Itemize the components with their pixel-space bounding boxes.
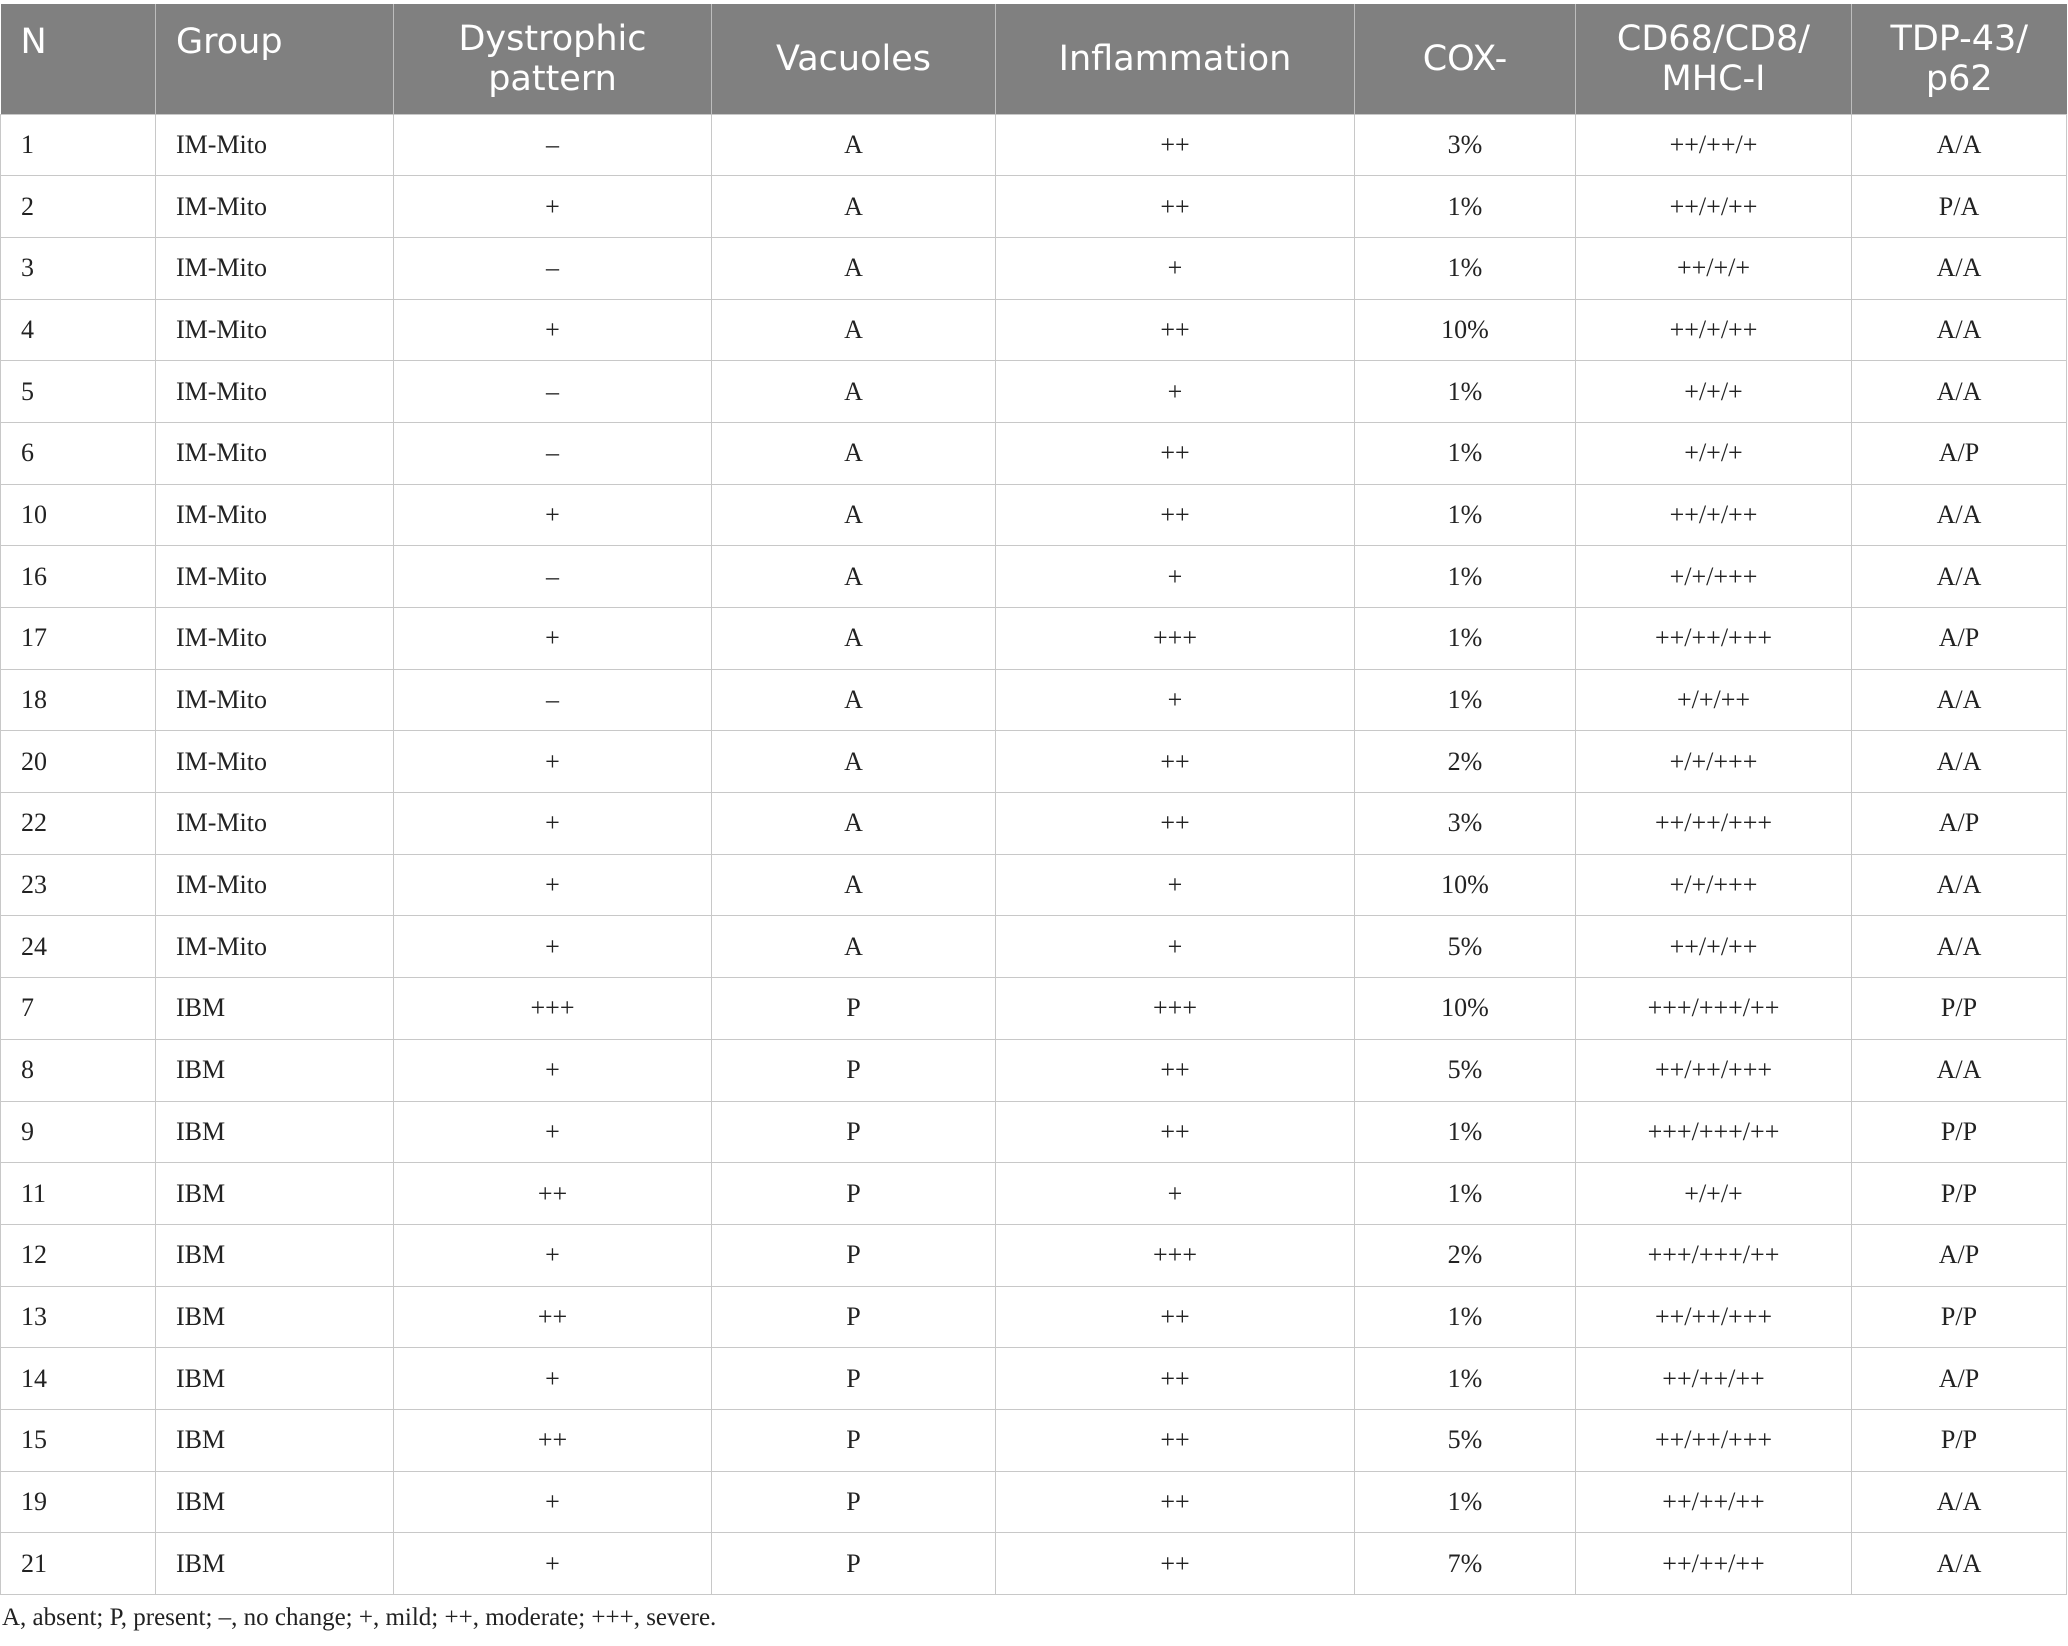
cell-inflammation: ++ xyxy=(996,793,1355,855)
cell-cox: 1% xyxy=(1355,176,1576,238)
cell-cd68-cd8-mhc: +/+/+ xyxy=(1576,422,1852,484)
table-row xyxy=(1,978,2067,1040)
cell-inflammation: ++ xyxy=(996,1039,1355,1101)
cell-cd68-cd8-mhc: ++/++/++ xyxy=(1576,1348,1852,1410)
cell-vacuoles: P xyxy=(712,1101,996,1163)
cell-cd68-cd8-mhc: ++/+/+ xyxy=(1576,237,1852,299)
cell-dystrophic: + xyxy=(394,176,712,238)
cell-group: IM-Mito xyxy=(156,114,394,176)
cell-vacuoles: A xyxy=(712,361,996,423)
cell-dystrophic: – xyxy=(394,669,712,731)
cell-inflammation: + xyxy=(996,1163,1355,1225)
cell-inflammation: +++ xyxy=(996,608,1355,670)
cell-cd68-cd8-mhc: +/+/+++ xyxy=(1576,546,1852,608)
cell-tdp43-p62: A/A xyxy=(1852,484,2067,546)
cell-dystrophic: – xyxy=(394,361,712,423)
cell-cox: 1% xyxy=(1355,608,1576,670)
cell-cox: 10% xyxy=(1355,854,1576,916)
cell-cd68-cd8-mhc: ++/++/+++ xyxy=(1576,793,1852,855)
cell-group: IBM xyxy=(156,1286,394,1348)
cell-cox: 1% xyxy=(1355,1101,1576,1163)
cell-group: IM-Mito xyxy=(156,237,394,299)
cell-tdp43-p62: A/A xyxy=(1852,361,2067,423)
cell-cd68-cd8-mhc: +/+/+ xyxy=(1576,361,1852,423)
cell-inflammation: + xyxy=(996,361,1355,423)
cell-tdp43-p62: A/A xyxy=(1852,114,2067,176)
cell-vacuoles: A xyxy=(712,669,996,731)
cell-n: 2 xyxy=(1,176,156,238)
cell-dystrophic: – xyxy=(394,114,712,176)
cell-tdp43-p62: A/A xyxy=(1852,1471,2067,1533)
table-body xyxy=(1,114,2067,1595)
table-row xyxy=(1,114,2067,176)
cell-inflammation: ++ xyxy=(996,731,1355,793)
table-header xyxy=(1,4,2067,114)
cell-dystrophic: – xyxy=(394,422,712,484)
header-row xyxy=(1,4,2067,114)
cell-inflammation: +++ xyxy=(996,978,1355,1040)
cell-inflammation: ++ xyxy=(996,1286,1355,1348)
cell-inflammation: + xyxy=(996,546,1355,608)
cell-inflammation: + xyxy=(996,854,1355,916)
table-row xyxy=(1,546,2067,608)
cell-n: 18 xyxy=(1,669,156,731)
cell-n: 17 xyxy=(1,608,156,670)
cell-dystrophic: ++ xyxy=(394,1286,712,1348)
cell-group: IM-Mito xyxy=(156,608,394,670)
cell-n: 19 xyxy=(1,1471,156,1533)
cell-cox: 5% xyxy=(1355,1039,1576,1101)
cell-n: 11 xyxy=(1,1163,156,1225)
cell-cd68-cd8-mhc: +++/+++/++ xyxy=(1576,1224,1852,1286)
cell-group: IM-Mito xyxy=(156,669,394,731)
cell-vacuoles: A xyxy=(712,854,996,916)
cell-inflammation: + xyxy=(996,237,1355,299)
cell-vacuoles: A xyxy=(712,546,996,608)
cell-tdp43-p62: A/A xyxy=(1852,854,2067,916)
cell-n: 4 xyxy=(1,299,156,361)
cell-inflammation: ++ xyxy=(996,1533,1355,1595)
cell-tdp43-p62: A/P xyxy=(1852,793,2067,855)
cell-inflammation: ++ xyxy=(996,1101,1355,1163)
cell-cox: 7% xyxy=(1355,1533,1576,1595)
cell-group: IM-Mito xyxy=(156,484,394,546)
cell-dystrophic: + xyxy=(394,1533,712,1595)
cell-cd68-cd8-mhc: ++/++/+++ xyxy=(1576,608,1852,670)
cell-dystrophic: ++ xyxy=(394,1409,712,1471)
cell-dystrophic: + xyxy=(394,793,712,855)
cell-inflammation: + xyxy=(996,669,1355,731)
cell-tdp43-p62: A/A xyxy=(1852,731,2067,793)
cell-dystrophic: + xyxy=(394,1471,712,1533)
table-row xyxy=(1,1039,2067,1101)
table-row xyxy=(1,1533,2067,1595)
header-n: N xyxy=(1,4,156,114)
cell-inflammation: ++ xyxy=(996,299,1355,361)
cell-tdp43-p62: A/A xyxy=(1852,1533,2067,1595)
cell-group: IBM xyxy=(156,1039,394,1101)
header-cd68-cd8-mhc: CD68/CD8/ MHC-I xyxy=(1576,4,1852,114)
header-tdp43-p62: TDP-43/ p62 xyxy=(1852,4,2067,114)
header-inflammation: Inflammation xyxy=(996,4,1355,114)
cell-n: 6 xyxy=(1,422,156,484)
header-cox: COX- xyxy=(1355,4,1576,114)
cell-cd68-cd8-mhc: +/+/+++ xyxy=(1576,854,1852,916)
cell-tdp43-p62: A/P xyxy=(1852,422,2067,484)
cell-tdp43-p62: A/A xyxy=(1852,237,2067,299)
cell-vacuoles: P xyxy=(712,1348,996,1410)
cell-cd68-cd8-mhc: ++/++/++ xyxy=(1576,1471,1852,1533)
cell-dystrophic: + xyxy=(394,1348,712,1410)
cell-inflammation: +++ xyxy=(996,1224,1355,1286)
cell-vacuoles: A xyxy=(712,484,996,546)
cell-vacuoles: P xyxy=(712,1471,996,1533)
cell-n: 1 xyxy=(1,114,156,176)
cell-vacuoles: A xyxy=(712,793,996,855)
cell-n: 21 xyxy=(1,1533,156,1595)
cell-dystrophic: + xyxy=(394,608,712,670)
cell-n: 12 xyxy=(1,1224,156,1286)
table-row xyxy=(1,731,2067,793)
cell-cd68-cd8-mhc: +/+/+++ xyxy=(1576,731,1852,793)
cell-group: IM-Mito xyxy=(156,793,394,855)
cell-cox: 1% xyxy=(1355,422,1576,484)
header-dystrophic-pattern: Dystrophic pattern xyxy=(394,4,712,114)
cell-n: 23 xyxy=(1,854,156,916)
table-row xyxy=(1,793,2067,855)
cell-cox: 1% xyxy=(1355,361,1576,423)
cell-vacuoles: A xyxy=(712,299,996,361)
cell-n: 20 xyxy=(1,731,156,793)
cell-n: 10 xyxy=(1,484,156,546)
cell-n: 3 xyxy=(1,237,156,299)
cell-tdp43-p62: A/P xyxy=(1852,1224,2067,1286)
cell-inflammation: ++ xyxy=(996,1409,1355,1471)
cell-cox: 3% xyxy=(1355,793,1576,855)
cell-dystrophic: + xyxy=(394,731,712,793)
cell-n: 9 xyxy=(1,1101,156,1163)
cell-group: IM-Mito xyxy=(156,546,394,608)
cell-n: 22 xyxy=(1,793,156,855)
table-row xyxy=(1,916,2067,978)
cell-cox: 1% xyxy=(1355,669,1576,731)
cell-cox: 3% xyxy=(1355,114,1576,176)
cell-tdp43-p62: P/P xyxy=(1852,978,2067,1040)
cell-cox: 1% xyxy=(1355,1471,1576,1533)
cell-group: IBM xyxy=(156,978,394,1040)
cell-dystrophic: + xyxy=(394,299,712,361)
table-row xyxy=(1,854,2067,916)
cell-dystrophic: + xyxy=(394,484,712,546)
cell-n: 13 xyxy=(1,1286,156,1348)
cell-n: 8 xyxy=(1,1039,156,1101)
cell-cox: 2% xyxy=(1355,1224,1576,1286)
cell-group: IM-Mito xyxy=(156,361,394,423)
cell-tdp43-p62: A/A xyxy=(1852,1039,2067,1101)
cell-dystrophic: – xyxy=(394,237,712,299)
cell-n: 24 xyxy=(1,916,156,978)
cell-inflammation: + xyxy=(996,916,1355,978)
table-row xyxy=(1,1224,2067,1286)
cell-tdp43-p62: P/A xyxy=(1852,176,2067,238)
cell-tdp43-p62: P/P xyxy=(1852,1286,2067,1348)
cell-group: IM-Mito xyxy=(156,854,394,916)
cell-dystrophic: ++ xyxy=(394,1163,712,1225)
cell-group: IBM xyxy=(156,1409,394,1471)
table-row xyxy=(1,1348,2067,1410)
table-row xyxy=(1,484,2067,546)
cell-cd68-cd8-mhc: ++/+/++ xyxy=(1576,299,1852,361)
cell-inflammation: ++ xyxy=(996,1348,1355,1410)
cell-vacuoles: P xyxy=(712,1039,996,1101)
cell-vacuoles: A xyxy=(712,608,996,670)
cell-group: IBM xyxy=(156,1101,394,1163)
cell-group: IM-Mito xyxy=(156,422,394,484)
cell-vacuoles: A xyxy=(712,237,996,299)
cell-cd68-cd8-mhc: +/+/++ xyxy=(1576,669,1852,731)
cell-vacuoles: P xyxy=(712,1286,996,1348)
cell-vacuoles: P xyxy=(712,1409,996,1471)
cell-group: IM-Mito xyxy=(156,916,394,978)
data-table-container xyxy=(0,4,2066,1595)
cell-tdp43-p62: A/A xyxy=(1852,299,2067,361)
cell-cd68-cd8-mhc: ++/++/+++ xyxy=(1576,1409,1852,1471)
cell-dystrophic: + xyxy=(394,1101,712,1163)
table-row xyxy=(1,237,2067,299)
cell-group: IBM xyxy=(156,1471,394,1533)
table-row xyxy=(1,1471,2067,1533)
cell-cox: 10% xyxy=(1355,299,1576,361)
cell-cd68-cd8-mhc: +++/+++/++ xyxy=(1576,978,1852,1040)
table-row xyxy=(1,1163,2067,1225)
cell-n: 16 xyxy=(1,546,156,608)
cell-cd68-cd8-mhc: ++/+/++ xyxy=(1576,484,1852,546)
cell-vacuoles: A xyxy=(712,114,996,176)
table-footnote: A, absent; P, present; –, no change; +, mild; ++, moderate; +++, severe. xyxy=(2,1604,717,1631)
cell-cd68-cd8-mhc: ++/++/+ xyxy=(1576,114,1852,176)
cell-vacuoles: P xyxy=(712,1163,996,1225)
cell-tdp43-p62: P/P xyxy=(1852,1409,2067,1471)
cell-cd68-cd8-mhc: ++/+/++ xyxy=(1576,916,1852,978)
cell-group: IBM xyxy=(156,1163,394,1225)
table-row xyxy=(1,361,2067,423)
cell-cox: 1% xyxy=(1355,484,1576,546)
cell-cox: 5% xyxy=(1355,916,1576,978)
cell-group: IBM xyxy=(156,1533,394,1595)
cell-tdp43-p62: P/P xyxy=(1852,1101,2067,1163)
table-row xyxy=(1,608,2067,670)
cell-cox: 1% xyxy=(1355,546,1576,608)
cell-dystrophic: +++ xyxy=(394,978,712,1040)
cell-tdp43-p62: A/A xyxy=(1852,669,2067,731)
cell-cox: 1% xyxy=(1355,1348,1576,1410)
cell-group: IBM xyxy=(156,1348,394,1410)
cell-dystrophic: – xyxy=(394,546,712,608)
cell-inflammation: ++ xyxy=(996,114,1355,176)
cell-vacuoles: P xyxy=(712,978,996,1040)
cell-vacuoles: A xyxy=(712,916,996,978)
cell-dystrophic: + xyxy=(394,916,712,978)
cell-cox: 2% xyxy=(1355,731,1576,793)
cell-group: IBM xyxy=(156,1224,394,1286)
cell-n: 14 xyxy=(1,1348,156,1410)
table-row xyxy=(1,669,2067,731)
histology-table xyxy=(0,4,2067,1595)
cell-cox: 5% xyxy=(1355,1409,1576,1471)
cell-vacuoles: A xyxy=(712,731,996,793)
cell-group: IM-Mito xyxy=(156,299,394,361)
cell-n: 15 xyxy=(1,1409,156,1471)
cell-cd68-cd8-mhc: ++/++/+++ xyxy=(1576,1039,1852,1101)
table-row xyxy=(1,299,2067,361)
header-group: Group xyxy=(156,4,394,114)
cell-tdp43-p62: P/P xyxy=(1852,1163,2067,1225)
cell-dystrophic: + xyxy=(394,1039,712,1101)
cell-vacuoles: A xyxy=(712,176,996,238)
cell-cox: 10% xyxy=(1355,978,1576,1040)
cell-cd68-cd8-mhc: ++/++/+++ xyxy=(1576,1286,1852,1348)
cell-cd68-cd8-mhc: +/+/+ xyxy=(1576,1163,1852,1225)
cell-cd68-cd8-mhc: ++/+/++ xyxy=(1576,176,1852,238)
table-row xyxy=(1,1409,2067,1471)
cell-cd68-cd8-mhc: +++/+++/++ xyxy=(1576,1101,1852,1163)
cell-tdp43-p62: A/A xyxy=(1852,916,2067,978)
cell-inflammation: ++ xyxy=(996,484,1355,546)
table-row xyxy=(1,1101,2067,1163)
cell-vacuoles: P xyxy=(712,1533,996,1595)
cell-tdp43-p62: A/P xyxy=(1852,608,2067,670)
cell-vacuoles: P xyxy=(712,1224,996,1286)
cell-n: 5 xyxy=(1,361,156,423)
table-row xyxy=(1,1286,2067,1348)
cell-inflammation: ++ xyxy=(996,176,1355,238)
cell-dystrophic: + xyxy=(394,854,712,916)
cell-vacuoles: A xyxy=(712,422,996,484)
cell-group: IM-Mito xyxy=(156,176,394,238)
cell-cox: 1% xyxy=(1355,237,1576,299)
cell-tdp43-p62: A/P xyxy=(1852,1348,2067,1410)
cell-group: IM-Mito xyxy=(156,731,394,793)
cell-dystrophic: + xyxy=(394,1224,712,1286)
cell-cd68-cd8-mhc: ++/++/++ xyxy=(1576,1533,1852,1595)
table-row xyxy=(1,176,2067,238)
cell-cox: 1% xyxy=(1355,1163,1576,1225)
cell-n: 7 xyxy=(1,978,156,1040)
cell-cox: 1% xyxy=(1355,1286,1576,1348)
table-row xyxy=(1,422,2067,484)
header-vacuoles: Vacuoles xyxy=(712,4,996,114)
cell-tdp43-p62: A/A xyxy=(1852,546,2067,608)
cell-inflammation: ++ xyxy=(996,422,1355,484)
cell-inflammation: ++ xyxy=(996,1471,1355,1533)
